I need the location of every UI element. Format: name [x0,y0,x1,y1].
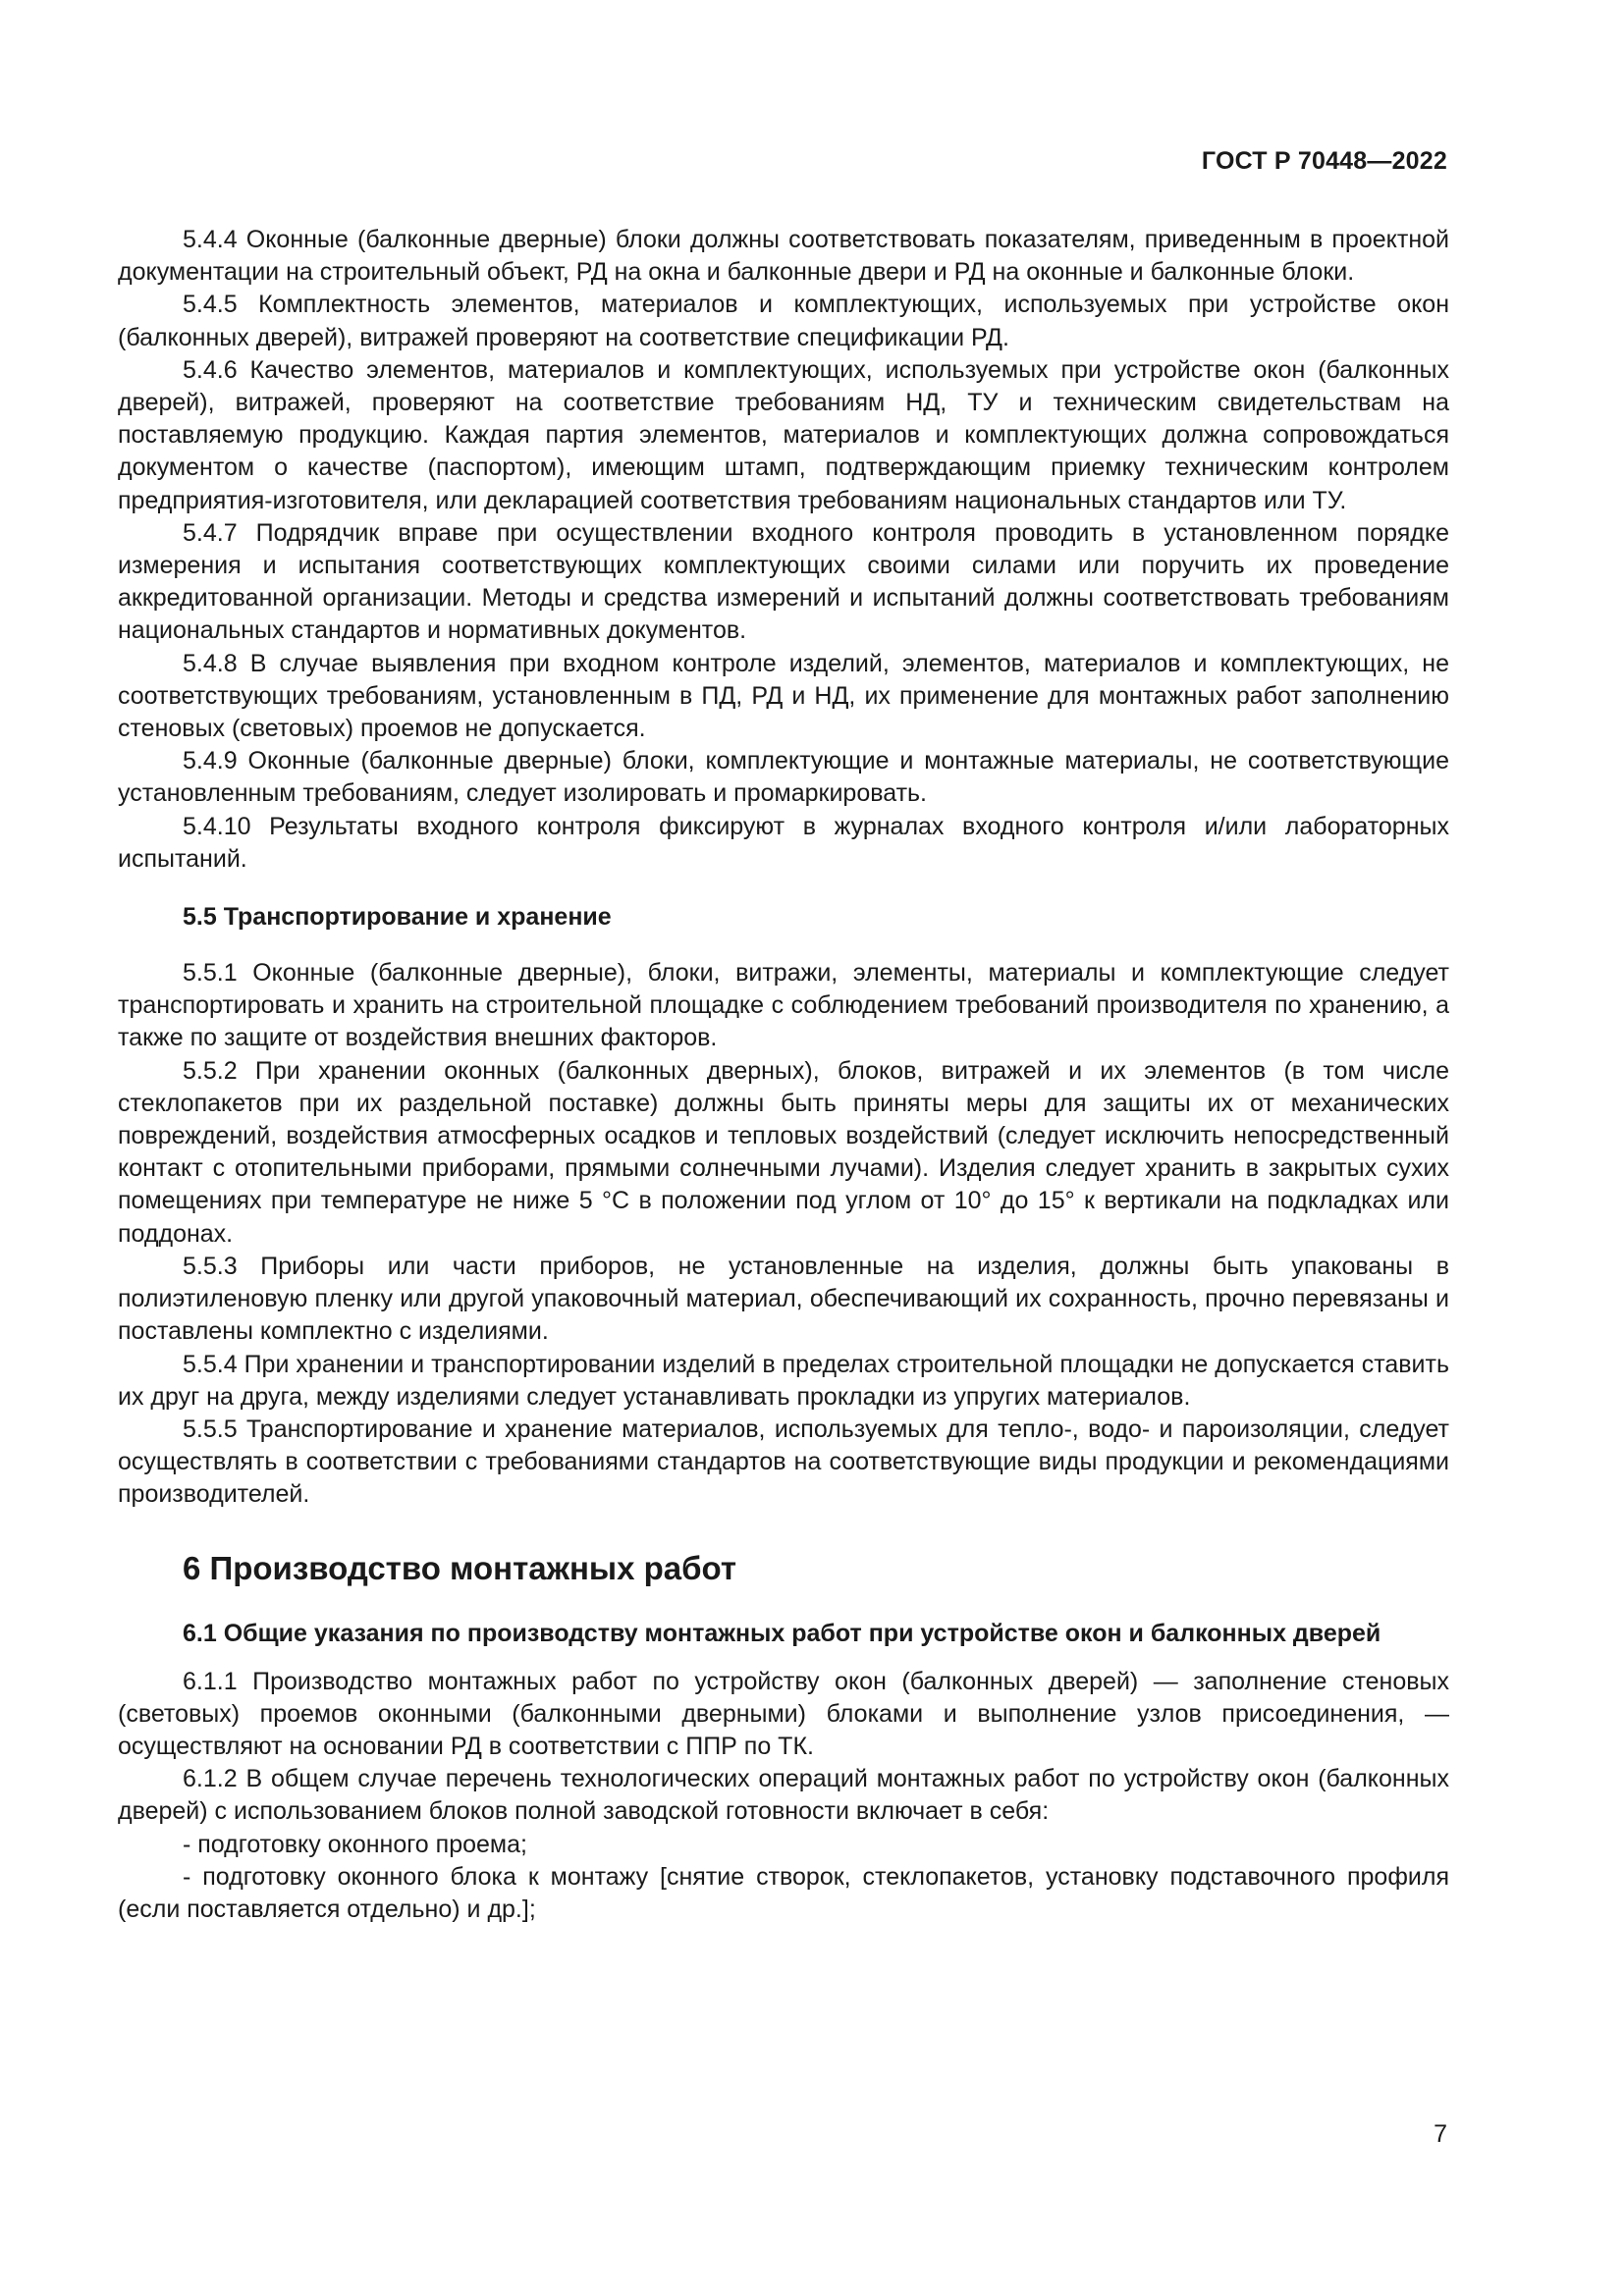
paragraph-6-1-1: 6.1.1 Производство монтажных работ по устройству окон (балконных дверей) — заполнение стеновых (световых) проемов оконными (балконными дверными) блоками и выполнение узлов присоединения, — осуществляют на основании РД в соответствии с ППР по ТК. [118,1667,1449,1760]
paragraph-5-5-3: 5.5.3 Приборы или части приборов, не установленные на изделия, должны быть упакованы в полиэтиленовую пленку или другой упаковочный материал, обеспечивающий их сохранность, прочно перевязаны и поставлены комплектно с изделиями. [118,1252,1449,1346]
paragraph-5-4-6: 5.4.6 Качество элементов, материалов и комплектующих, используемых при устройстве окон (балконных дверей), витражей, проверяют на соответствие требованиям НД, ТУ и техническим свидетельствам на поставляемую продукцию. Каждая партия элементов, материалов и комплектующих должна сопровождаться документом о качестве (паспортом), имеющим штамп, подтверждающим приемку техническим контролем предприятия-изготовителя, или декларацией соответствия требованиям национальных стандартов или ТУ. [118,355,1449,514]
paragraph-5-4-4: 5.4.4 Оконные (балконные дверные) блоки должны соответствовать показателям, приведенным в проектной документации на строительный объект, РД на окна и балконные двери и РД на оконные и балконные блоки. [118,226,1449,287]
paragraph-5-5-1: 5.5.1 Оконные (балконные дверные), блоки, витражи, элементы, материалы и комплектующие следует транспортировать и хранить на строительной площадке с соблюдением требований производителя по хранению, а также по защите от воздействия внешних факторов. [118,959,1449,1052]
document-body [118,224,1449,1926]
paragraph-5-4-8: 5.4.8 В случае выявления при входном контроле изделий, элементов, материалов и комплектующих, не соответствующих требованиям, установленным в ПД, РД и НД, их применение для монтажных работ заполнению стеновых (световых) проемов не допускается. [118,649,1449,743]
paragraph-5-4-5: 5.4.5 Комплектность элементов, материалов и комплектующих, используемых при устройстве окон (балконных дверей), витражей проверяют на соответствие спецификации РД. [118,291,1449,351]
subsection-heading-6-1: 6.1 Общие указания по производству монтажных работ при устройстве окон и балконных дверей [183,1619,1381,1647]
list-item: - подготовку оконного блока к монтажу [снятие створок, стеклопакетов, установку подставочного профиля (если поставляется отдельно) и др.]; [118,1862,1449,1923]
paragraph-6-1-2: 6.1.2 В общем случае перечень технологических операций монтажных работ по устройству окон (балконных дверей) с использованием блоков полной заводской готовности включает в себя: [118,1765,1449,1826]
paragraph-5-4-9: 5.4.9 Оконные (балконные дверные) блоки, комплектующие и монтажные материалы, не соответствующие установленным требованиям, следует изолировать и промаркировать. [118,747,1449,808]
paragraph-5-4-10: 5.4.10 Результаты входного контроля фиксируют в журналах входного контроля и/или лабораторных испытаний. [118,812,1449,873]
list-item: - подготовку оконного проема; [183,1830,527,1858]
page-number: 7 [1434,2120,1447,2148]
standard-designation: ГОСТ Р 70448—2022 [1201,147,1447,175]
paragraph-5-5-5: 5.5.5 Транспортирование и хранение материалов, используемых для тепло-, водо- и пароизоляции, следует осуществлять в соответствии с требованиями стандартов на соответствующие виды продукции и рекомендациями производителей. [118,1415,1449,1509]
section-heading-6: 6 Производство монтажных работ [183,1549,737,1586]
paragraph-5-5-2: 5.5.2 При хранении оконных (балконных дверных), блоков, витражей и их элементов (в том числе стеклопакетов при их раздельной поставке) должны быть приняты меры для защиты их от механических повреждений, воздействия атмосферных осадков и тепловых воздействий (следует исключить непосредственный контакт с отопительными приборами, прямыми солнечными лучами). Изделия следует хранить в закрытых сухих помещениях при температуре не ниже 5 °С в положении под углом от 10° до 15° к вертикали на подкладках или поддонах. [118,1056,1449,1248]
subsection-heading-5-5: 5.5 Транспортирование и хранение [183,903,612,932]
paragraph-5-4-7: 5.4.7 Подрядчик вправе при осуществлении входного контроля проводить в установленном порядке измерения и испытания соответствующих комплектующих своими силами или поручить их проведение аккредитованной организации. Методы и средства измерений и испытаний должны соответствовать требованиям национальных стандартов и нормативных документов. [118,518,1449,645]
paragraph-5-5-4: 5.5.4 При хранении и транспортировании изделий в пределах строительной площадки не допускается ставить их друг на друга, между изделиями следует устанавливать прокладки из упругих материалов. [118,1350,1449,1411]
